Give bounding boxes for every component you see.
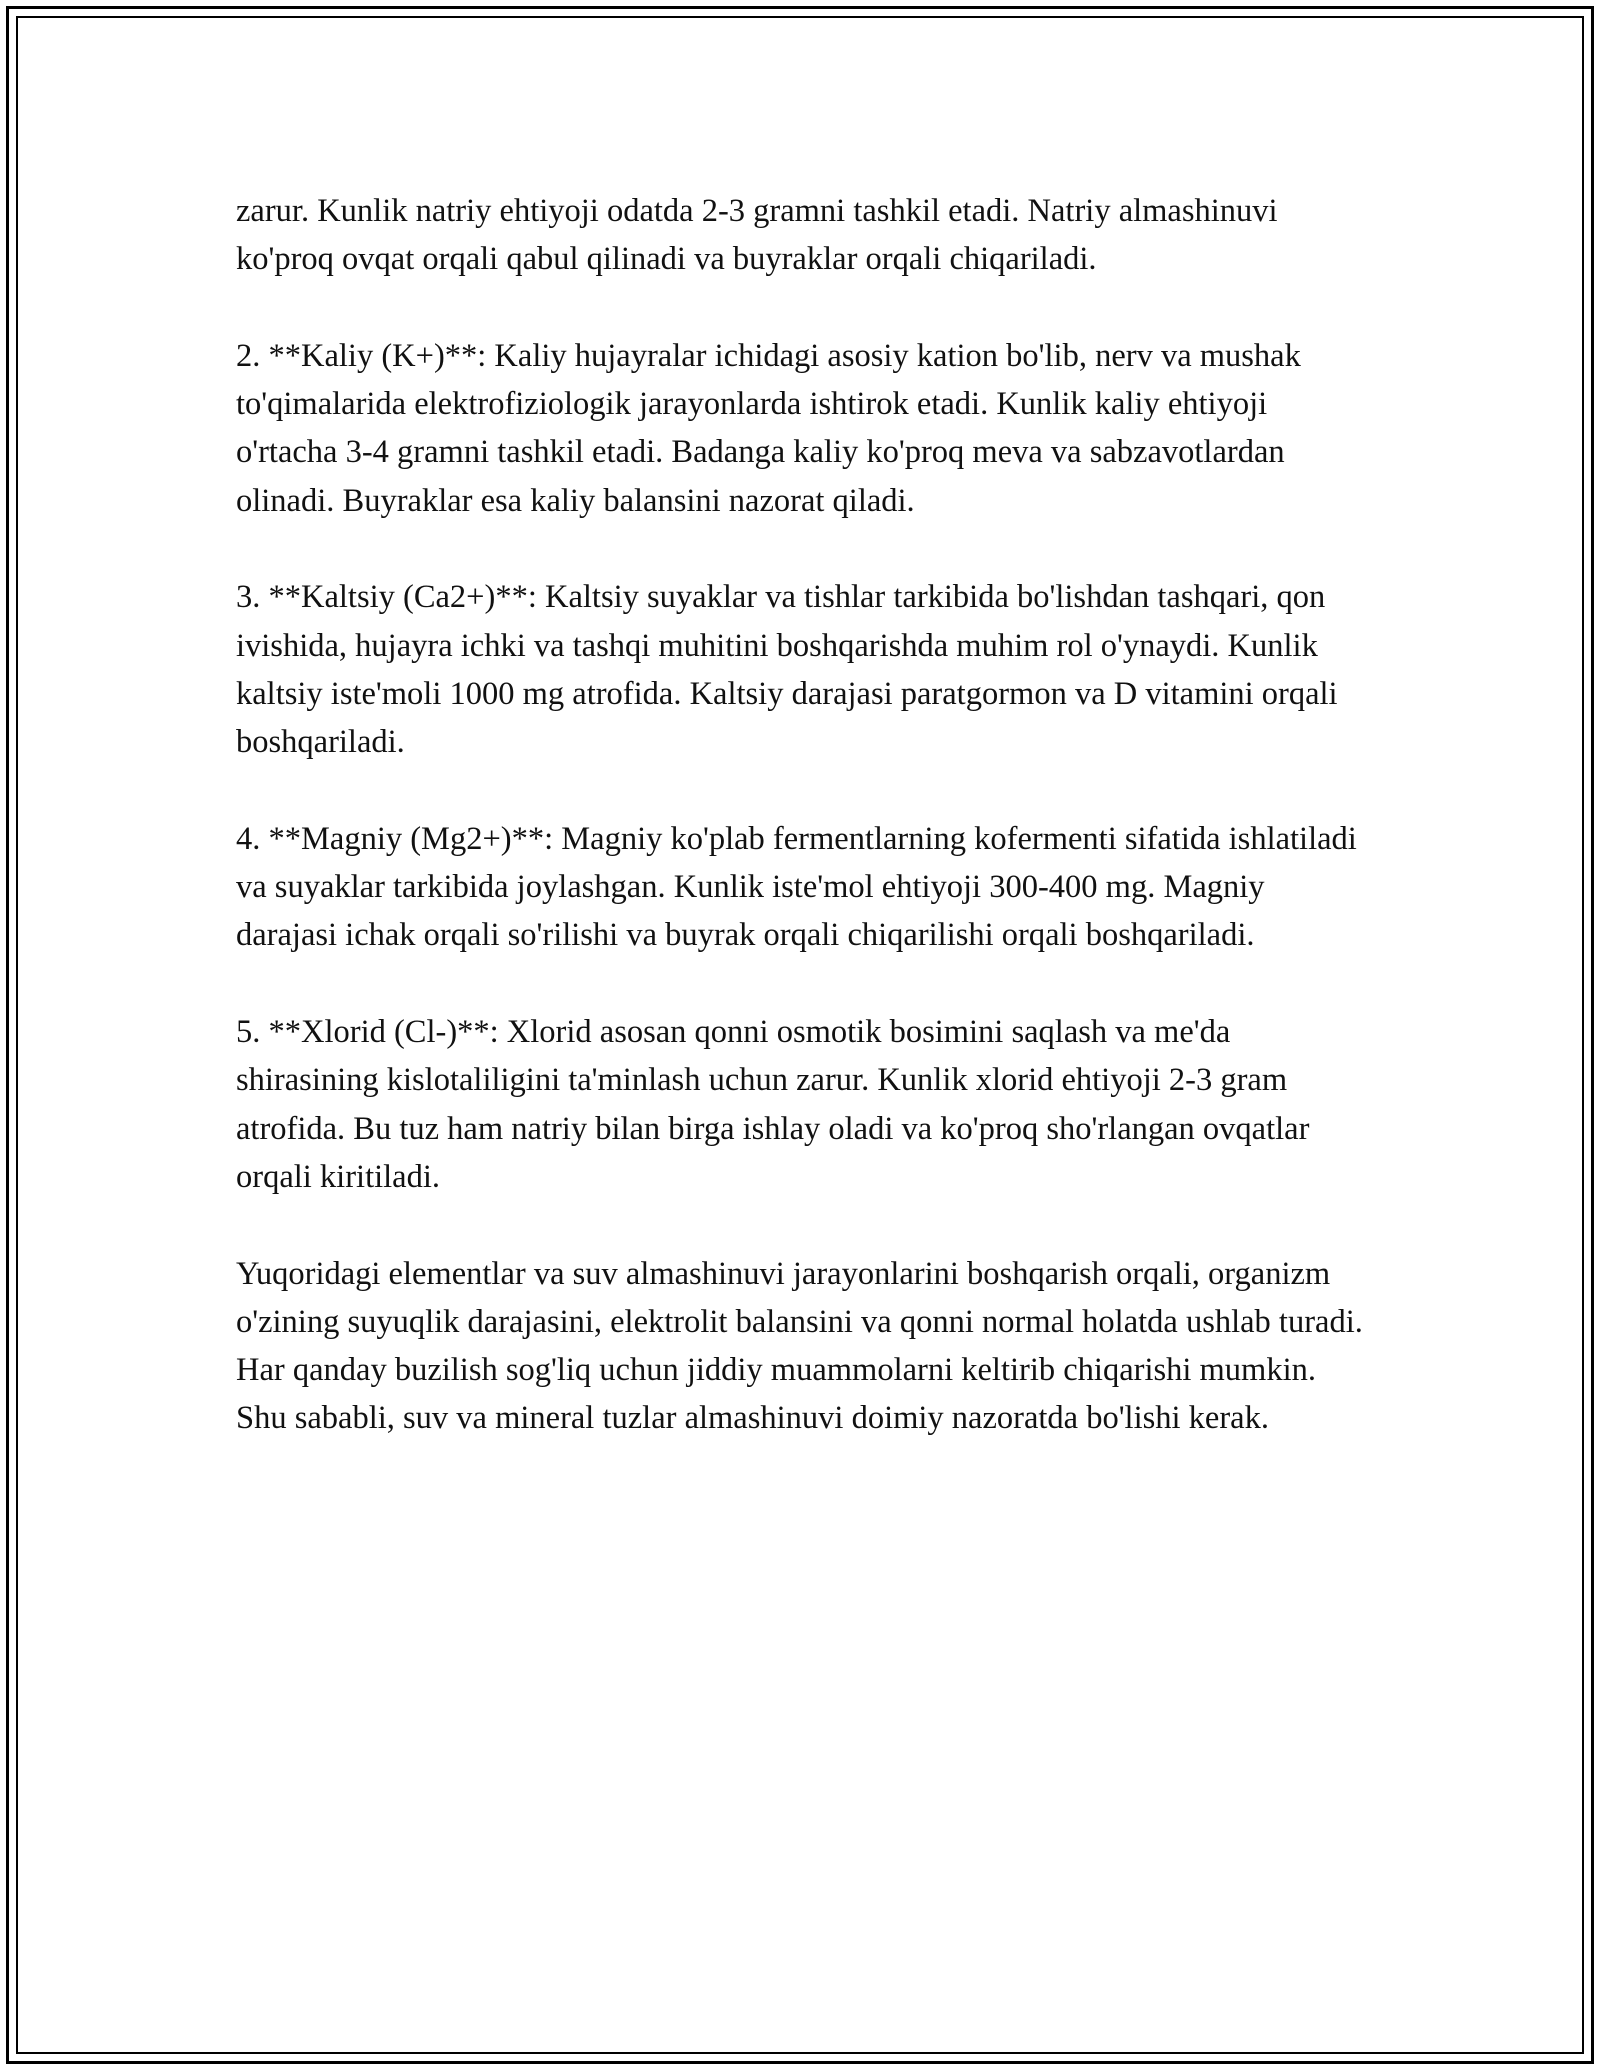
document-body (236, 187, 1366, 1443)
paragraph-spacer (236, 284, 1366, 332)
paragraph-conclusion: Yuqoridagi elementlar va suv almashinuvi jarayonlarini boshqarish orqali, organizm o'zining suyuqlik darajasini, elektrolit balansini va qonni normal holatda ushlab turadi. Har qanday buzilish sog'liq uchun jiddiy muammolarni keltirib chiqarishi mumkin. Shu sababli, suv va mineral tuzlar almashinuvi doimiy nazoratda bo'lishi kerak. (236, 1255, 1363, 1437)
paragraph-spacer (236, 960, 1366, 1008)
paragraph-spacer (236, 767, 1366, 815)
paragraph-kaliy: 2. **Kaliy (K+)**: Kaliy hujayralar ichidagi asosiy kation bo'lib, nerv va mushak to'qimalarida elektrofiziologik jarayonlarda ishtirok etadi. Kunlik kaliy ehtiyoji o'rtacha 3-4 gramni tashkil etadi. Badanga kaliy ko'proq meva va sabzavotlardan olinadi. Buyraklar esa kaliy balansini nazorat qiladi. (236, 337, 1301, 519)
paragraph-magniy: 4. **Magniy (Mg2+)**: Magniy ko'plab fermentlarning kofermenti sifatida ishlatiladi va suyaklar tarkibida joylashgan. Kunlik iste'mol ehtiyoji 300-400 mg. Magniy darajasi ichak orqali so'rilishi va buyrak orqali chiqarilishi orqali boshqariladi. (236, 820, 1357, 954)
paragraph-spacer (236, 1201, 1366, 1249)
paragraph-kaltsiy: 3. **Kaltsiy (Ca2+)**: Kaltsiy suyaklar va tishlar tarkibida bo'lishdan tashqari, qon ivishida, hujayra ichki va tashqi muhitini boshqarishda muhim rol o'ynaydi. Kunlik kaltsiy iste'moli 1000 mg atrofida. Kaltsiy darajasi paratgormon va D vitamini orqali boshqariladi. (236, 579, 1338, 761)
paragraph-xlorid: 5. **Xlorid (Cl-)**: Xlorid asosan qonni osmotik bosimini saqlash va me'da shirasining kislotaliligini ta'minlash uchun zarur. Kunlik xlorid ehtiyoji 2-3 gram atrofida. Bu tuz ham natriy bilan birga ishlay oladi va ko'proq sho'rlangan ovqatlar orqali kiritiladi. (236, 1014, 1310, 1195)
paragraph-natriy-continuation: zarur. Kunlik natriy ehtiyoji odatda 2-3 gramni tashkil etadi. Natriy almashinuvi ko'proq ovqat orqali qabul qilinadi va buyraklar orqali chiqariladi. (236, 193, 1278, 278)
paragraph-spacer (236, 525, 1366, 573)
